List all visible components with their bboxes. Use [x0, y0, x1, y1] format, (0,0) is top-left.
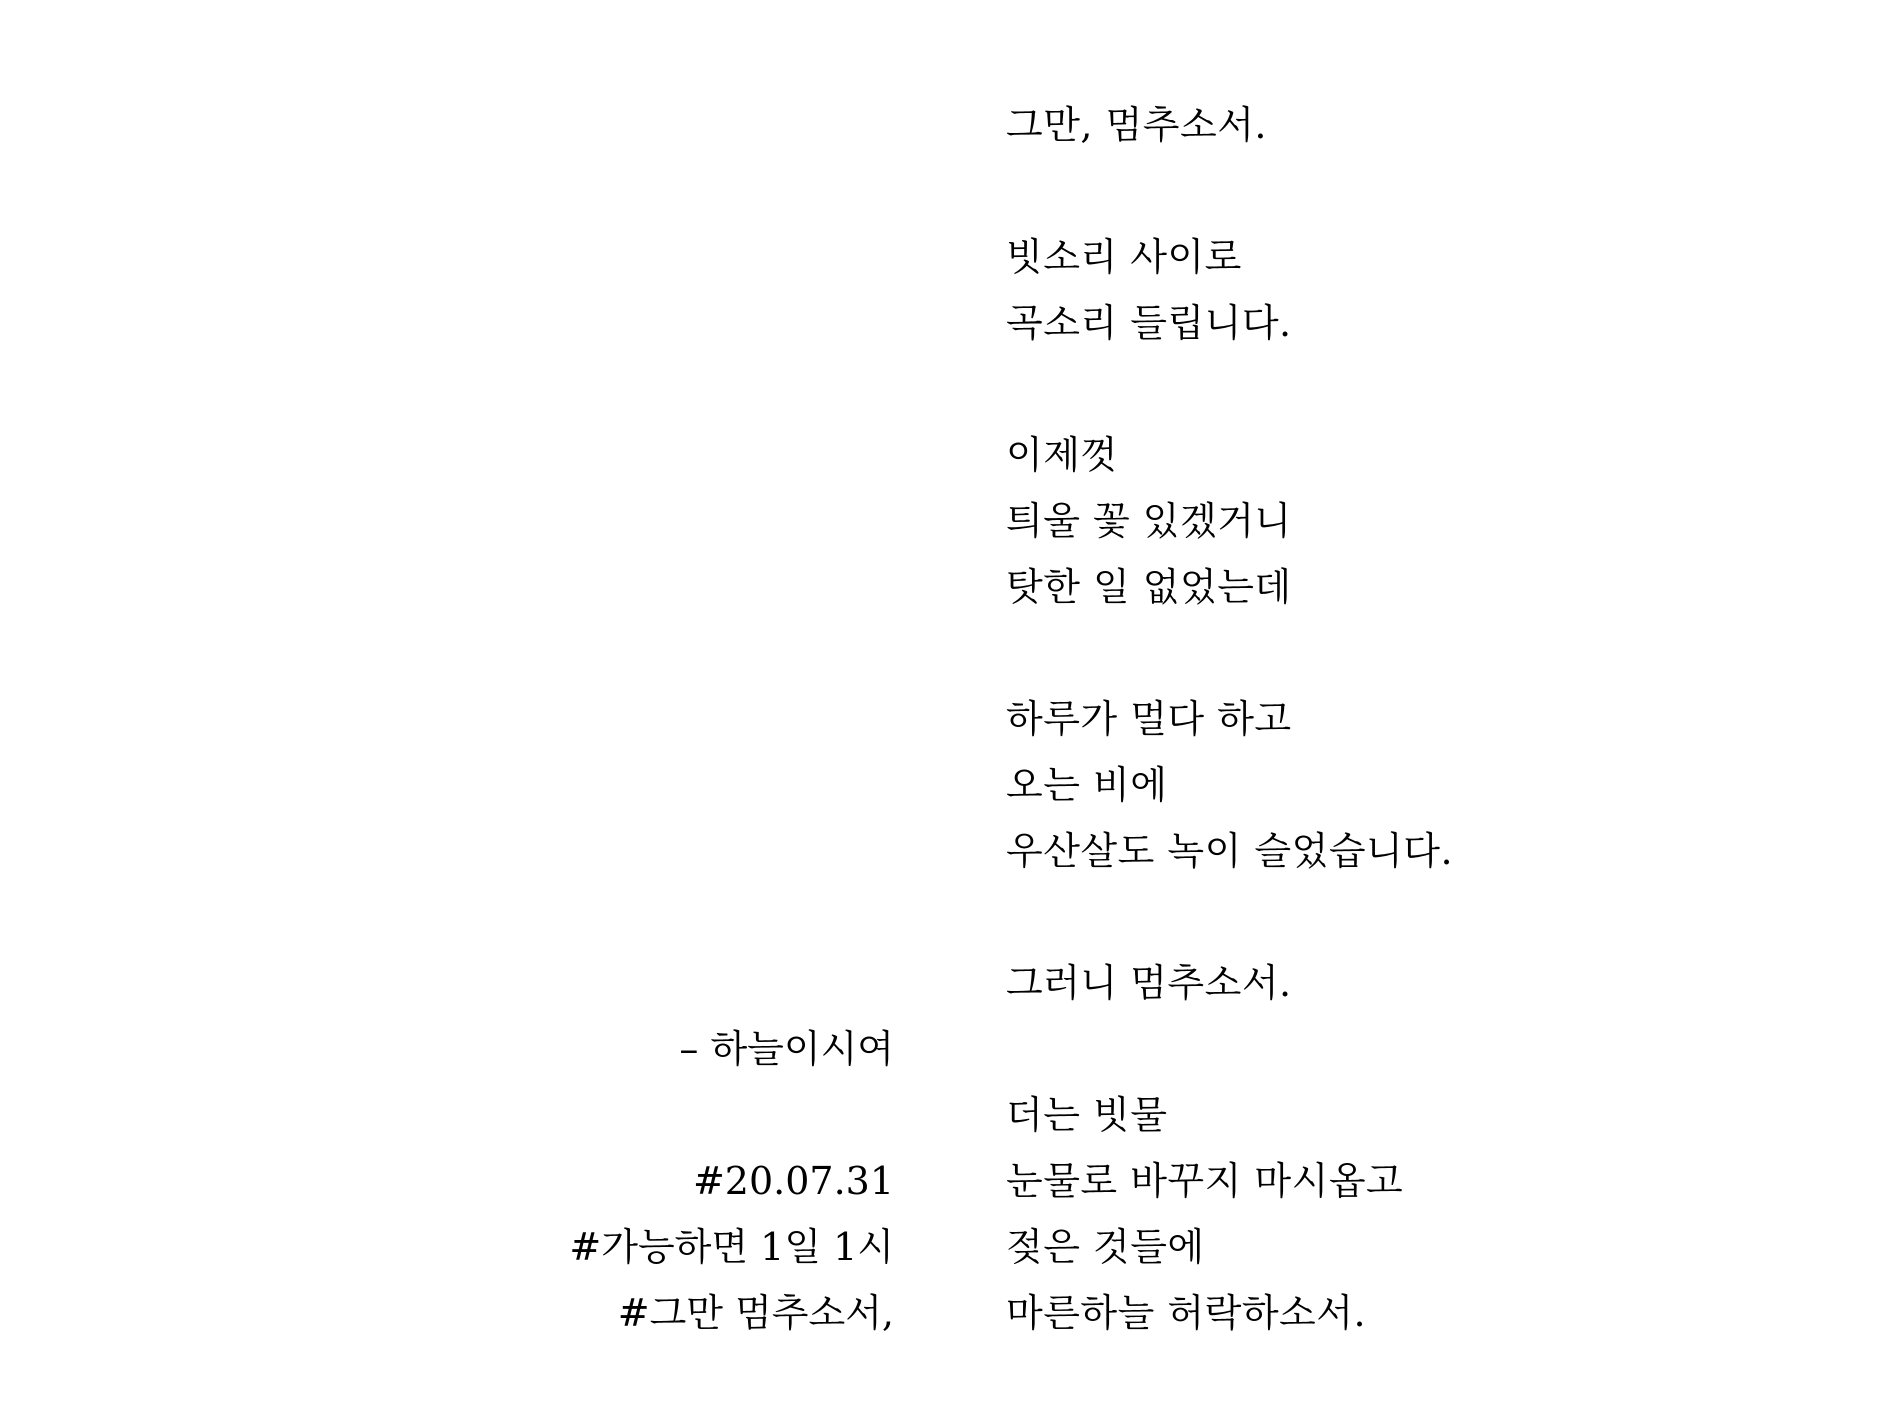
- poem-line: 우산살도 녹이 슬었습니다.: [1006, 829, 1454, 873]
- poem-line: 빗소리 사이로: [1006, 235, 1242, 279]
- hashtag-title: #그만 멈추소서,: [617, 1291, 894, 1335]
- poem-line: 곡소리 들립니다.: [1006, 301, 1292, 345]
- hashtag-date: #20.07.31: [692, 1159, 894, 1203]
- poem-line: 그러니 멈추소서.: [1006, 961, 1292, 1005]
- poem-blank-line: [1006, 1016, 1453, 1082]
- poem-line: 하루가 멀다 하고: [1006, 697, 1292, 741]
- poem-line: 더는 빗물: [1006, 1093, 1168, 1137]
- poem-line: 오는 비에: [1006, 763, 1168, 807]
- poem-body: [1006, 92, 1453, 1346]
- poem-line: 눈물로 바꾸지 마시옵고: [1006, 1159, 1404, 1203]
- poem-line: 그만, 멈추소서.: [1006, 103, 1267, 147]
- poem-blank-line: [1006, 356, 1453, 422]
- poem-line: 탓한 일 없었는데: [1006, 565, 1292, 609]
- poem-blank-line: [1006, 158, 1453, 224]
- poem-line: 이제껏: [1006, 433, 1118, 477]
- poem-author: – 하늘이시여: [679, 1027, 894, 1071]
- poem-line: 젖은 것들에: [1006, 1225, 1205, 1269]
- hashtag-list: [569, 1148, 894, 1346]
- poem-blank-line: [1006, 620, 1453, 686]
- hashtag-series: #가능하면 1일 1시: [569, 1225, 894, 1269]
- poem-line: 마른하늘 허락하소서.: [1006, 1291, 1367, 1335]
- poem-line: 틔울 꽃 있겠거니: [1006, 499, 1292, 543]
- poem-blank-line: [1006, 884, 1453, 950]
